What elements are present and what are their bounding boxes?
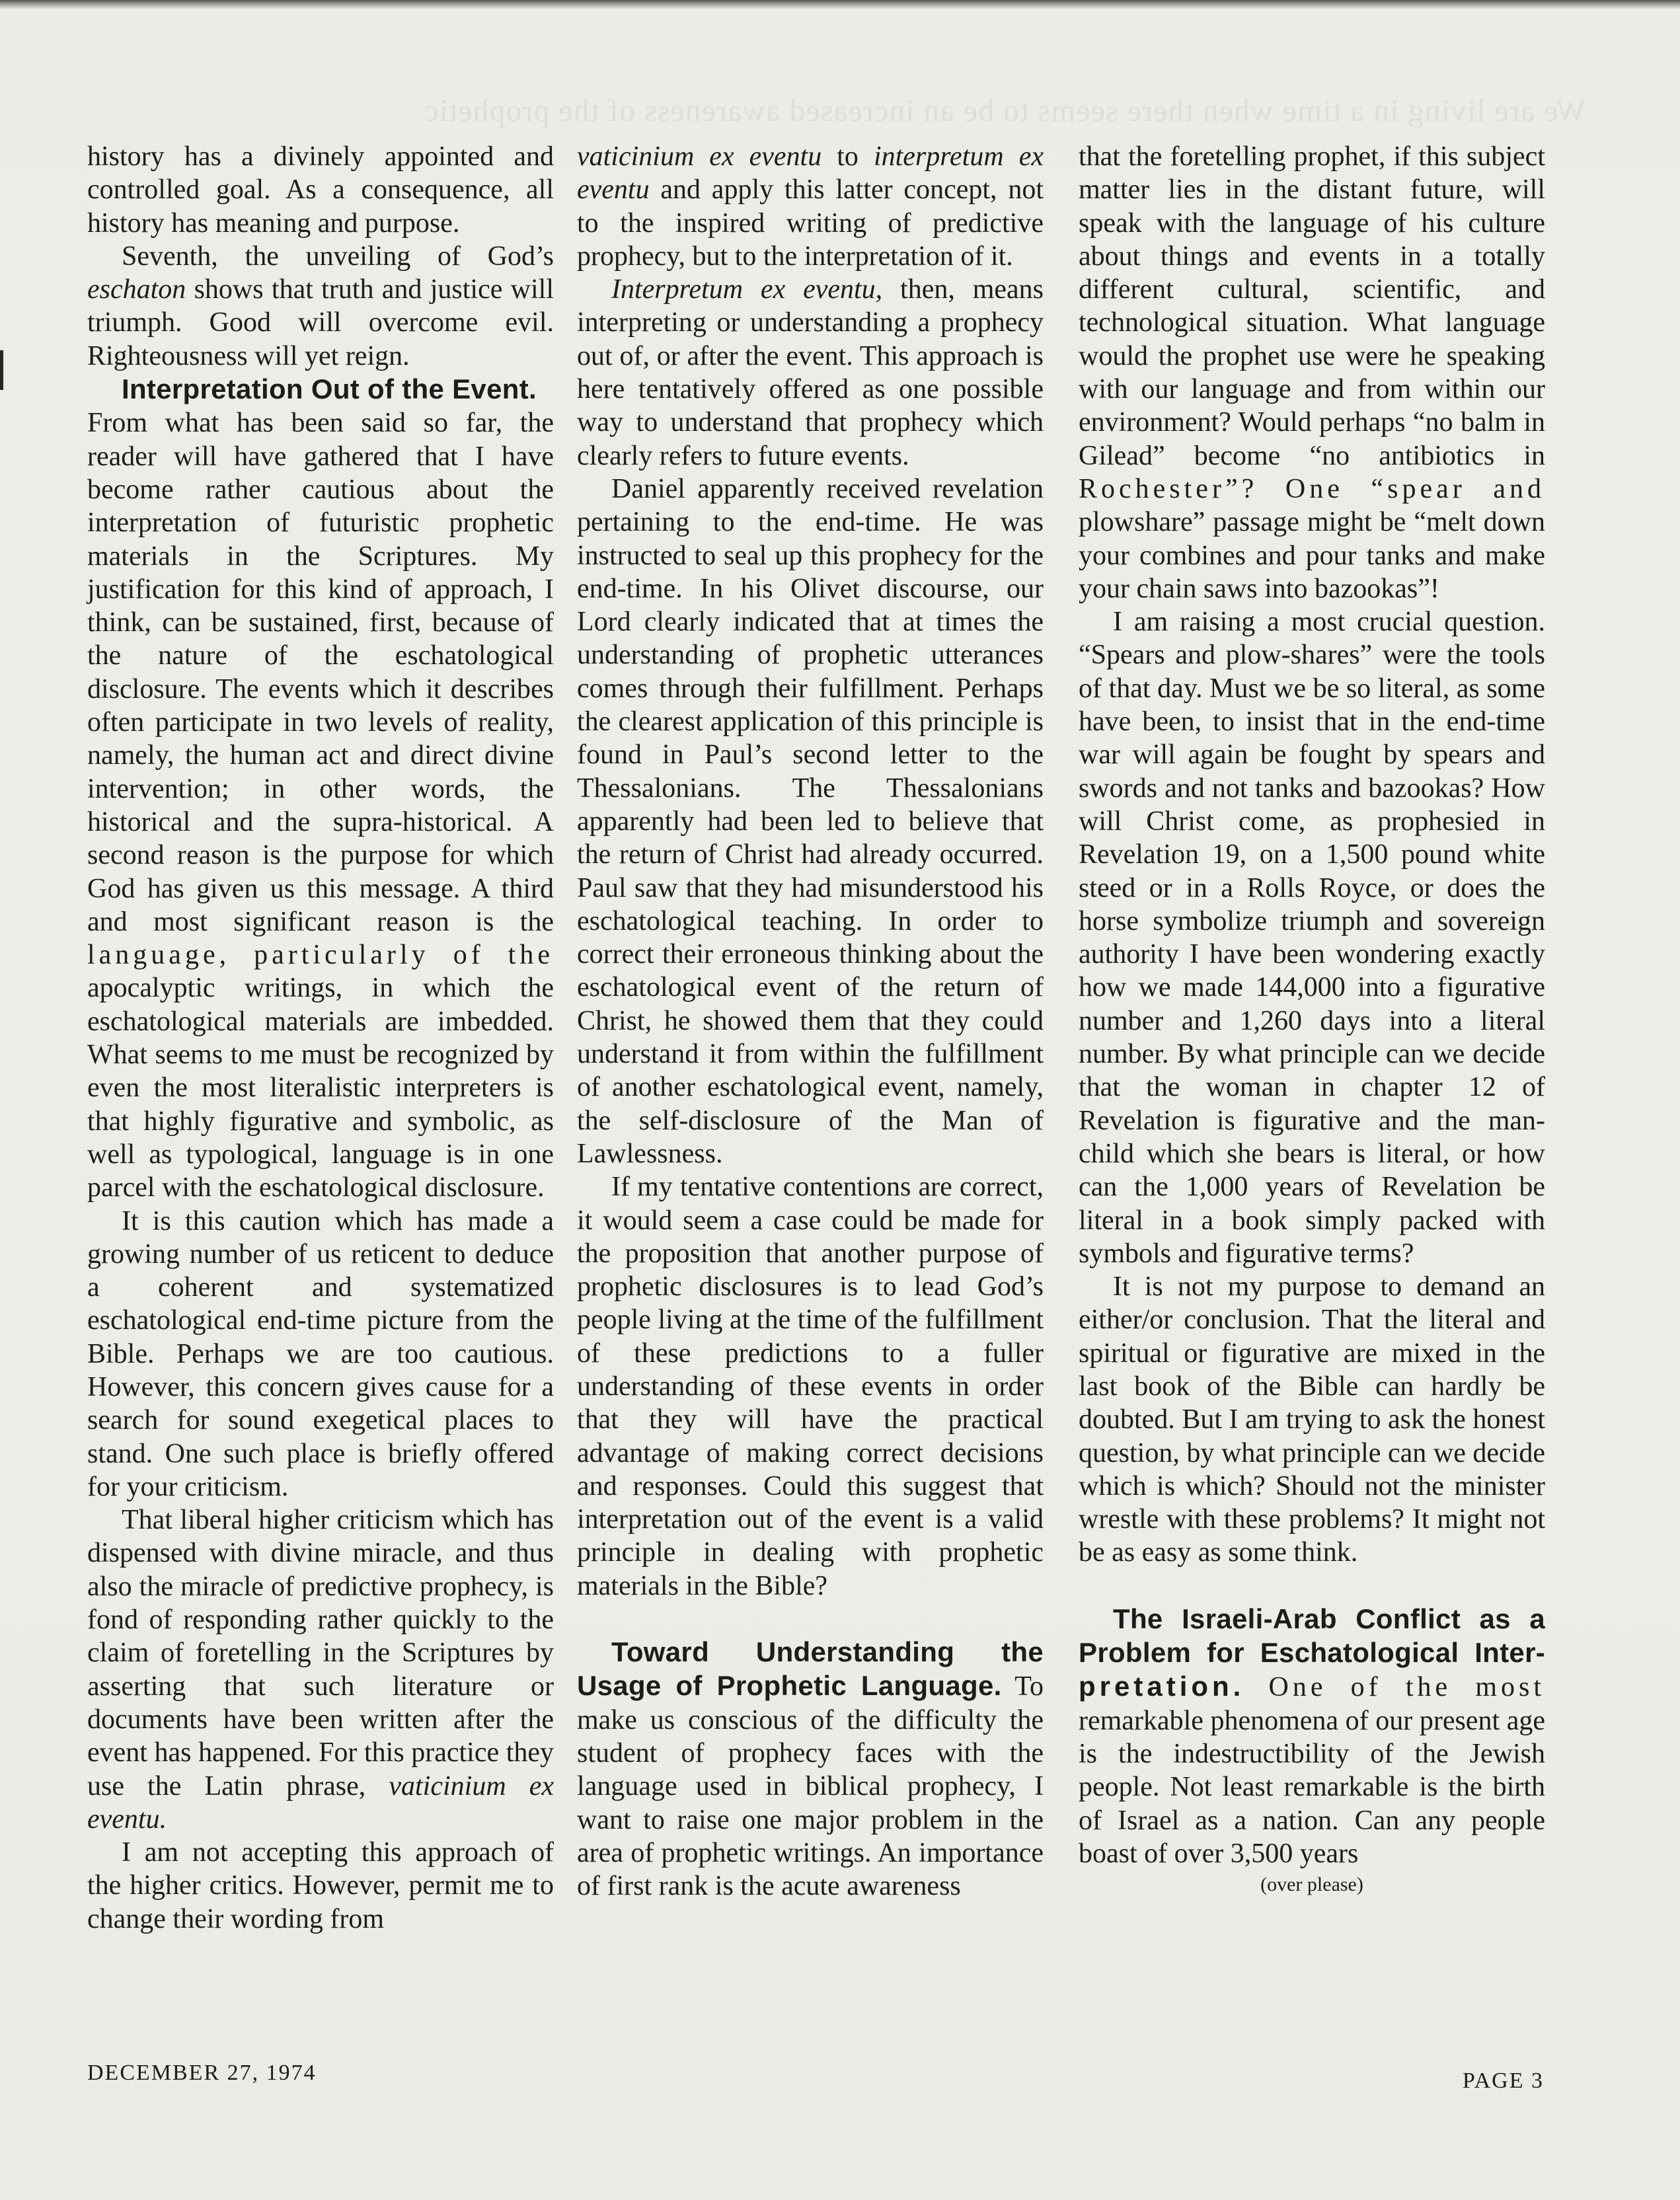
paragraph [1079,140,1545,605]
text-run: Rochester”? One “spear and [1079,473,1545,504]
paragraph [87,240,554,373]
column-3 [1079,140,1545,1898]
paragraph [577,140,1044,273]
text-run: Seventh, the unveiling of God’s [122,241,554,272]
text-run: and apply this latter concept, not to the inspired writing of predictive prophecy, but to the interpretation of it. [577,174,1044,272]
paragraph [87,373,554,1204]
text-run: that the foretelling prophet, if this subject matter lies in the distant future, will speak with the language of his culture about things and events in a totally different cultural, scientific, and technological situation. What language would the prophet use were he speaking with our language and from within our environment? Would perhaps “no balm in Gilead” become “no antibiotics in [1079,141,1545,471]
paragraph: I am raising a most crucial question. “Spears and plow-shares” were the tools of that day. Must we be so literal, as some have been, to insist that in the end-time war will again be fought by spears and swords and not tanks and bazookas? How will Christ come, as prophesied in Revelation 19, on a 1,500 pound white steed or in a Rolls Royce, or does the horse symbolize triumph and sovereign authority I have been wondering exactly how we made 144,000 into a figurative number and 1,260 days into a literal number. By what principle can we decide that the woman in chapter 12 of Revelation is figurative and the man-child which she bears is literal, or how can the 1,000 years of Revelation be literal in a book simply packed with symbols and figurative terms? [1079,607,1545,1269]
paragraph [577,1636,1044,1903]
paragraph [577,273,1044,473]
paragraph: If my tentative contentions are correct, it would seem a case could be made for the proposition that another purpose of prophetic disclosures is to lead God’s people living at the time of the fulfillment of these predictions to a fuller understanding of these events in order that they will have the practical advantage of making correct decisions and responses. Could this suggest that interpretation out of the event is a valid principle in dealing with prophetic materials in the Bible? [577,1172,1044,1601]
text-run: apocalyptic writings, in which the eschatological materials are imbedded. What seems to me must be recognized by even the most literalistic interpreters is that highly figurative and symbolic, as well as typological, language is in one parcel with the eschatological disclosure. [87,973,554,1203]
paragraph [1079,1603,1545,1870]
column-1 [87,140,554,1936]
section-heading: The Israeli-Arab Conflict as a Problem for Eschatological Inter- [1079,1603,1545,1669]
scan-top-edge [0,0,1680,9]
text-run: then, means interpreting or understanding a prophecy out of, or after the event. This approach is here tentatively offered as one possible way to understand that prophecy which clearly refers to future events. [577,274,1044,471]
italic-term: eschaton [87,274,186,305]
section-heading: Toward Understanding the Usage of Prophetic Language. [577,1636,1044,1702]
page-number: PAGE 3 [1462,2068,1544,2093]
text-run: One of the most [1244,1672,1545,1703]
paragraph: history has a divinely appointed and controlled goal. As a consequence, all history has meaning and purpose. [87,141,554,239]
italic-term: vaticinium ex eventu [577,141,822,172]
text-run: That liberal higher criticism which has dispensed with divine miracle, and thus also the miracle of predictive prophecy, is fond of responding rather quickly to the claim of foretelling in the Scriptures by asserting that such literature or documents have been written after the event has happened. For this practice they use the Latin phrase, [87,1505,554,1802]
text-run: language, particularly of the [87,940,554,971]
continued-note: (over please) [1260,1874,1363,1896]
bleed-through-text: We are living in a time when there seems to be an increased awareness of the prophetic [424,93,1586,128]
text-run: From what has been said so far, the reader will have gathered that I have become rather cautious about the interpretation of futuristic prophetic materials in the Scriptures. My justification for this kind of approach, I think, can be sustained, first, because of the nature of the eschatological disclosure. The events which it describes often participate in two levels of reality, namely, the human act and direct divine intervention; in other words, the historical and the supra-historical. A second reason is the purpose for which God has given us this message. A third and most significant reason is the [87,408,554,937]
text-run: plowshare” passage might be “melt down your combines and pour tanks and make your chain saws into bazookas”! [1079,507,1545,604]
section-heading: pretation. [1079,1671,1245,1702]
italic-term: interpretum ex eventu [577,141,1044,206]
paragraph: It is this caution which has made a growing number of us reticent to deduce a coherent and systematized eschatological end-time picture from the Bible. Perhaps we are too cautious. However, this concern gives cause for a search for sound exegetical places to stand. One such place is briefly offered for your criticism. [87,1205,554,1502]
text-run: To make us conscious of the difficulty the student of prophecy faces with the language used in biblical prophecy, I want to raise one major problem in the area of prophetic writings. An importance of first rank is the acute awareness [577,1671,1044,1902]
column-2 [577,140,1044,1903]
section-heading: Interpretation Out of the Event. [122,373,537,405]
italic-term: vaticinium ex eventu. [87,1770,554,1835]
italic-term: Interpretum ex eventu, [611,274,883,305]
text-run: shows that truth and justice will triumph. Good will overcome evil. Righteousness will yet reign. [87,274,554,371]
issue-date: DECEMBER 27, 1974 [87,2061,317,2085]
text-run: to [821,141,874,172]
text-run: remarkable phenomena of our present age is the indestructibility of the Jewish people. Not least remarkable is the birth of Israel as a nation. Can any people boast of over 3,500 years [1079,1705,1545,1869]
paragraph: Daniel apparently received revelation pertaining to the end-time. He was instructed to seal up this prophecy for the end-time. In his Olivet discourse, our Lord clearly indicated that at times the understanding of prophetic utterances comes through their fulfillment. Perhaps the clearest application of this principle is found in Paul’s second letter to the Thessalonians. The Thessalonians apparently had been led to believe that the return of Christ had already occurred. Paul saw that they had misunderstood his eschatological teaching. In order to correct their erroneous thinking about the eschatological event of the return of Christ, he showed them that they could understand it from within the fulfillment of another eschatological event, namely, the self-disclosure of the Man of Lawlessness. [577,473,1044,1169]
paragraph: It is not my purpose to demand an either/or conclusion. That the literal and spiritual or figurative are mixed in the last book of the Bible can hardly be doubted. But I am trying to ask the honest question, by what principle can we decide which is which? Should not the minister wrestle with these problems? It might not be as easy as some think. [1079,1271,1545,1568]
paragraph: I am not accepting this approach of the higher critics. However, permit me to change their wording from [87,1837,554,1934]
paragraph [87,1503,554,1836]
scan-left-mark [0,350,3,390]
